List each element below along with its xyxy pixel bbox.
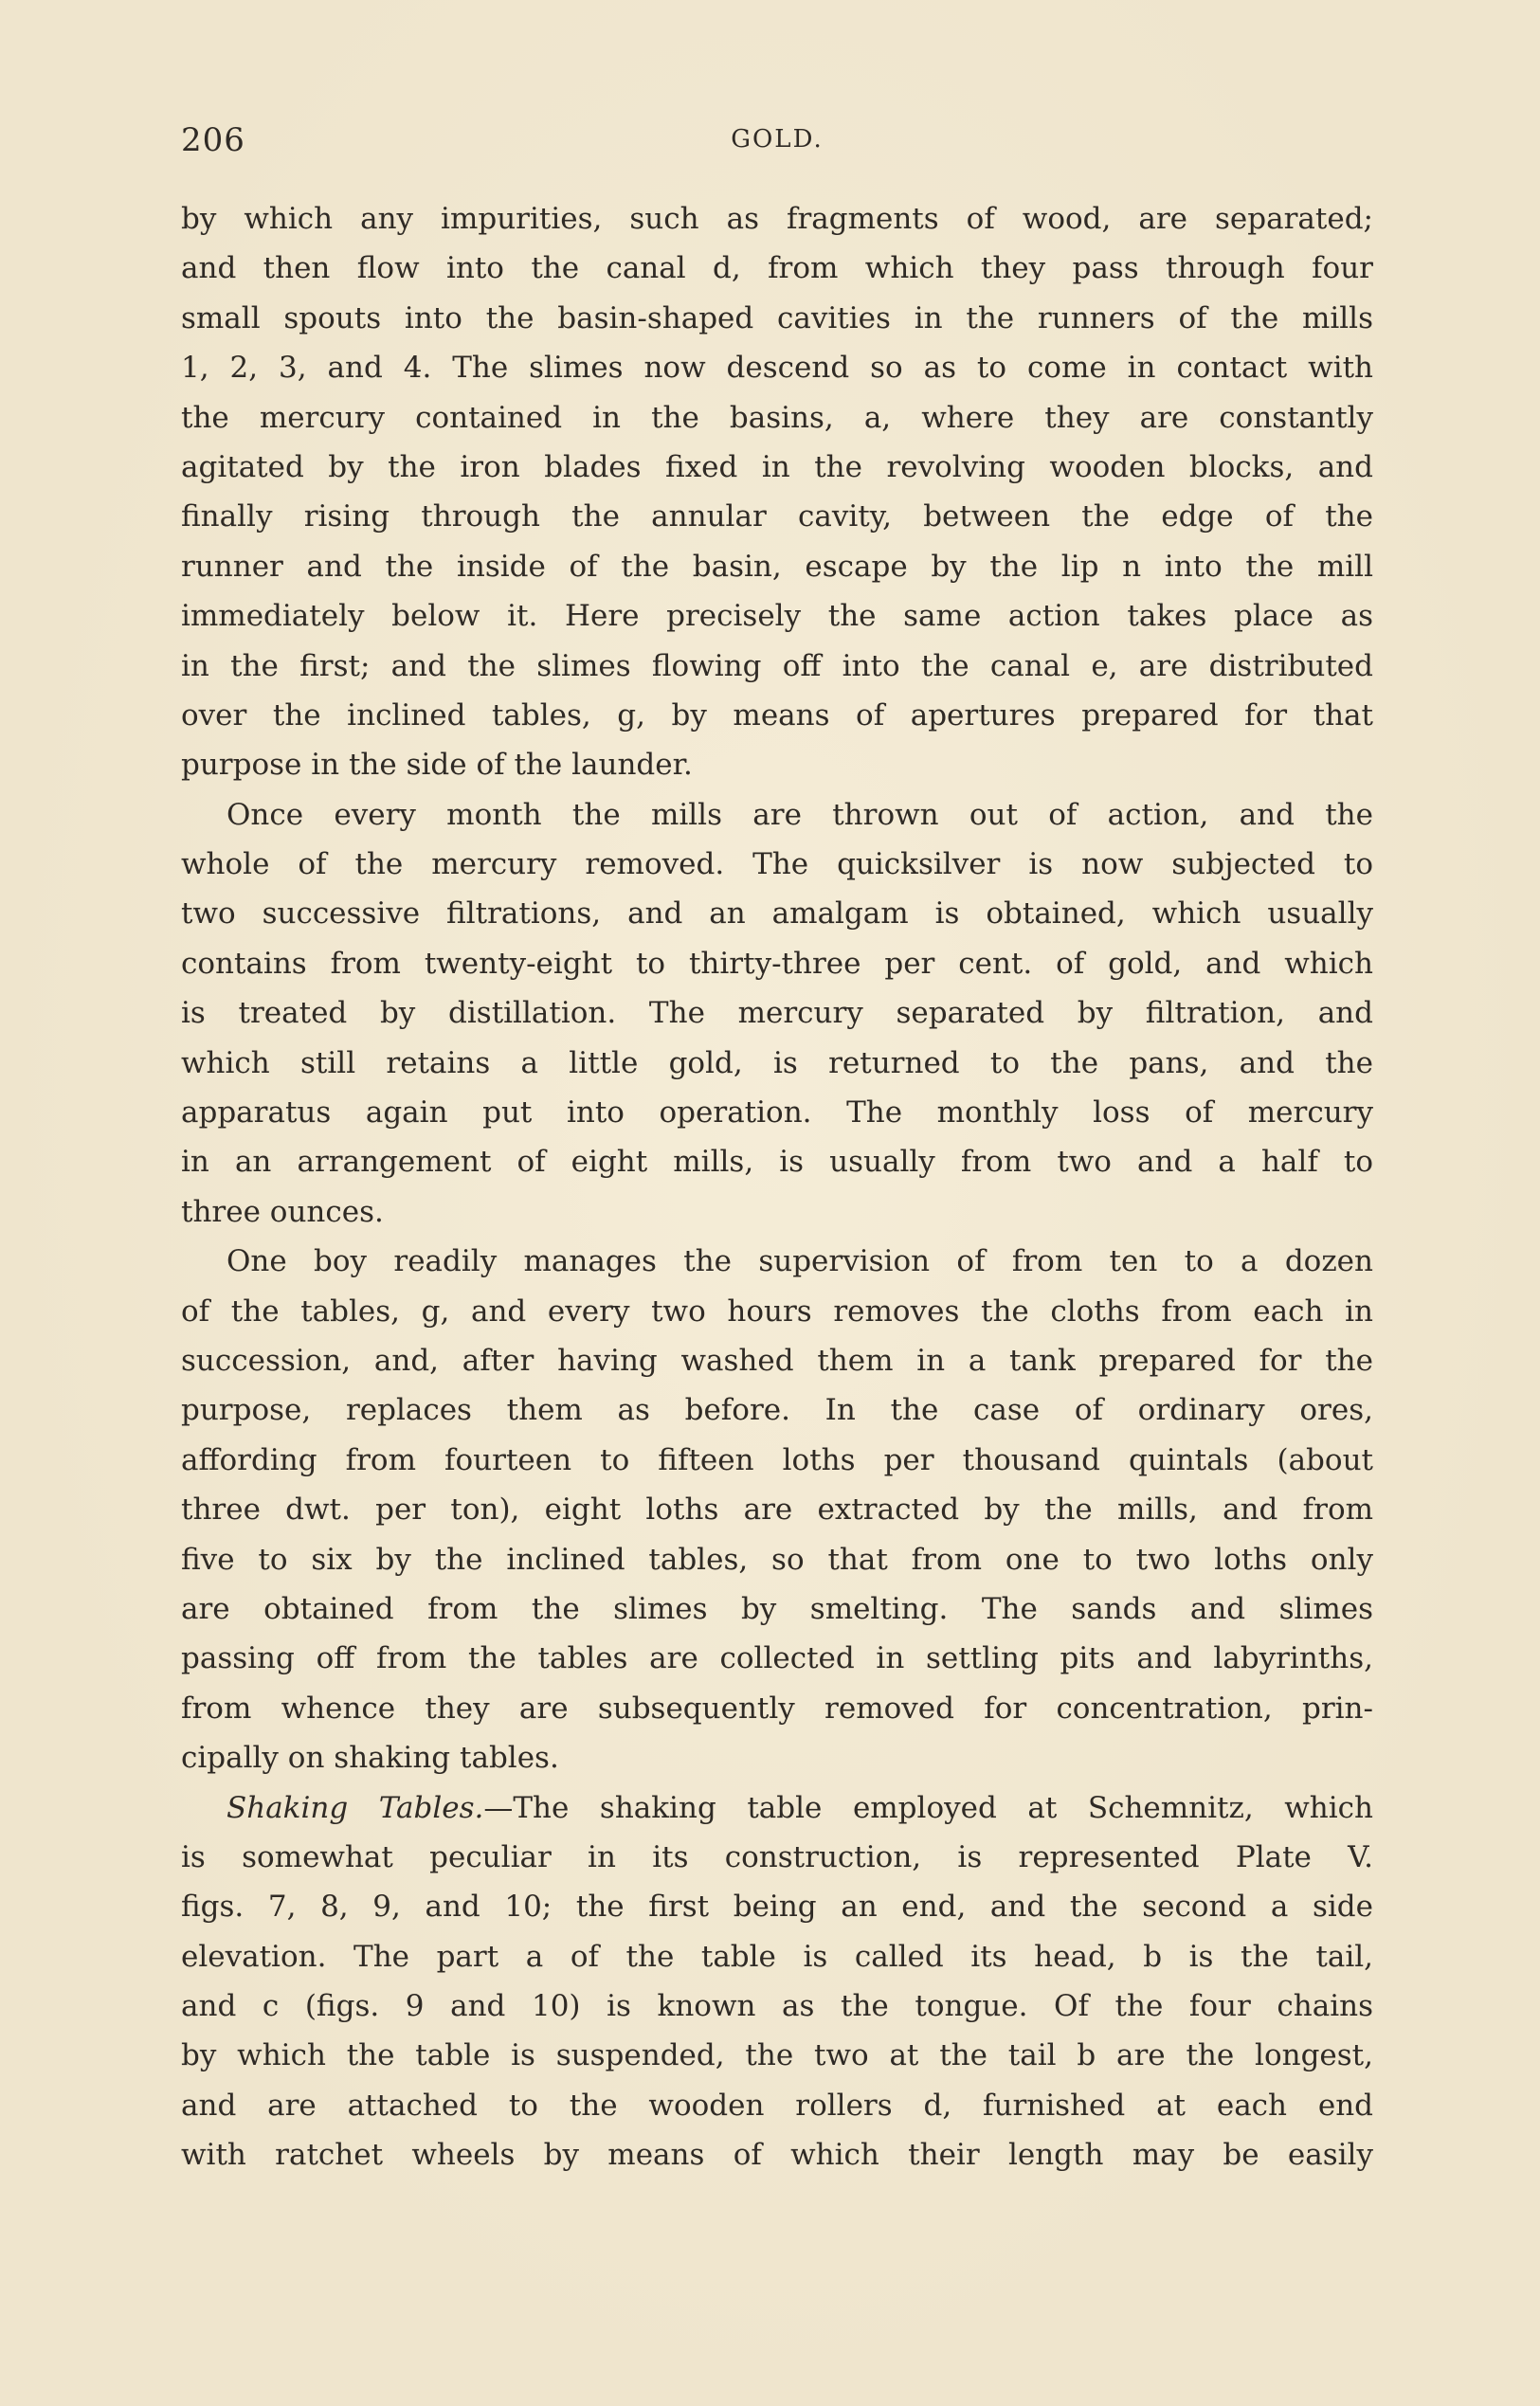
text-line: Once every month the mills are thrown out of action, and the bbox=[226, 797, 1373, 832]
text-line: three ounces. bbox=[181, 1194, 384, 1229]
paragraph-2 bbox=[181, 790, 1373, 1238]
text-line: agitated by the iron blades fixed in the revolving wooden blocks, and bbox=[181, 449, 1373, 484]
text-line: from whence they are subsequently removed for concentration, prin- bbox=[181, 1691, 1373, 1726]
text-line-lead bbox=[181, 1783, 1373, 1833]
text-line: and c (figs. 9 and 10) is known as the tongue. Of the four chains bbox=[181, 1989, 1373, 2024]
text-line: passing off from the tables are collected in settling pits and labyrinths, bbox=[181, 1641, 1373, 1676]
text-line: One boy readily manages the supervision of from ten to a dozen bbox=[226, 1244, 1373, 1279]
text-line: five to six by the inclined tables, so that from one to two loths only bbox=[181, 1542, 1373, 1577]
page-number: 206 bbox=[181, 121, 245, 159]
text-line: elevation. The part a of the table is called its head, b is the tail, bbox=[181, 1939, 1373, 1974]
text-line: purpose in the side of the launder. bbox=[181, 748, 693, 783]
text-line: small spouts into the basin-shaped cavities in the runners of the mills bbox=[181, 300, 1373, 335]
paragraph-3 bbox=[181, 1237, 1373, 1782]
text-line: by which any impurities, such as fragments of wood, are separated; bbox=[181, 202, 1373, 236]
text-line: in an arrangement of eight mills, is usually from two and a half to bbox=[181, 1145, 1373, 1180]
text-line: is somewhat peculiar in its construction, is represented Plate V. bbox=[181, 1839, 1373, 1874]
text-line: in the first; and the slimes flowing off into the canal e, are distributed bbox=[181, 648, 1373, 683]
text-line: immediately below it. Here precisely the same action takes place as bbox=[181, 599, 1373, 634]
text-line: two successive filtrations, and an amalgam is obtained, which usually bbox=[181, 896, 1373, 932]
paragraph-1 bbox=[181, 194, 1373, 790]
running-head: GOLD. bbox=[731, 125, 824, 154]
text-line: and then flow into the canal d, from which they pass through four bbox=[181, 251, 1373, 286]
text-line: which still retains a little gold, is returned to the pans, and the bbox=[181, 1045, 1373, 1080]
text-line: is treated by distillation. The mercury separated by filtration, and bbox=[181, 996, 1373, 1031]
text-line: whole of the mercury removed. The quicksilver is now subjected to bbox=[181, 847, 1373, 882]
text-line: by which the table is suspended, the two at the tail b are the longest, bbox=[181, 2038, 1373, 2073]
text-line: runner and the inside of the basin, escape by the lip n into the mill bbox=[181, 549, 1373, 584]
text-line-rest: —The shaking table employed at Schemnitz, which bbox=[483, 1790, 1373, 1825]
text-line: with ratchet wheels by means of which their length may be easily bbox=[181, 2138, 1373, 2173]
text-line: 1, 2, 3, and 4. The slimes now descend so as to come in contact with bbox=[181, 351, 1373, 386]
text-line: and are attached to the wooden rollers d, furnished at each end bbox=[181, 2088, 1373, 2123]
text-line: purpose, replaces them as before. In the case of ordinary ores, bbox=[181, 1393, 1373, 1428]
text-line: three dwt. per ton), eight loths are extracted by the mills, and from bbox=[181, 1492, 1373, 1528]
text-line: are obtained from the slimes by smelting. The sands and slimes bbox=[181, 1591, 1373, 1626]
text-line: the mercury contained in the basins, a, where they are constantly bbox=[181, 400, 1373, 435]
page-header bbox=[181, 121, 1373, 169]
text-line: of the tables, g, and every two hours removes the cloths from each in bbox=[181, 1293, 1373, 1329]
text-line: figs. 7, 8, 9, and 10; the first being an end, and the second a side bbox=[181, 1890, 1373, 1925]
text-line: contains from twenty-eight to thirty-three per cent. of gold, and which bbox=[181, 946, 1373, 981]
text-line: affording from fourteen to fifteen loths per thousand quintals (about bbox=[181, 1442, 1373, 1477]
text-line: finally rising through the annular cavity, between the edge of the bbox=[181, 499, 1373, 534]
text-line: cipally on shaking tables. bbox=[181, 1741, 559, 1776]
text-line: succession, and, after having washed them in a tank prepared for the bbox=[181, 1343, 1373, 1378]
paragraph-4 bbox=[181, 1783, 1373, 2180]
body-text bbox=[181, 194, 1373, 2180]
section-lead: Shaking Tables. bbox=[226, 1790, 484, 1825]
text-line: apparatus again put into operation. The monthly loss of mercury bbox=[181, 1095, 1373, 1131]
text-line: over the inclined tables, g, by means of apertures prepared for that bbox=[181, 697, 1373, 733]
